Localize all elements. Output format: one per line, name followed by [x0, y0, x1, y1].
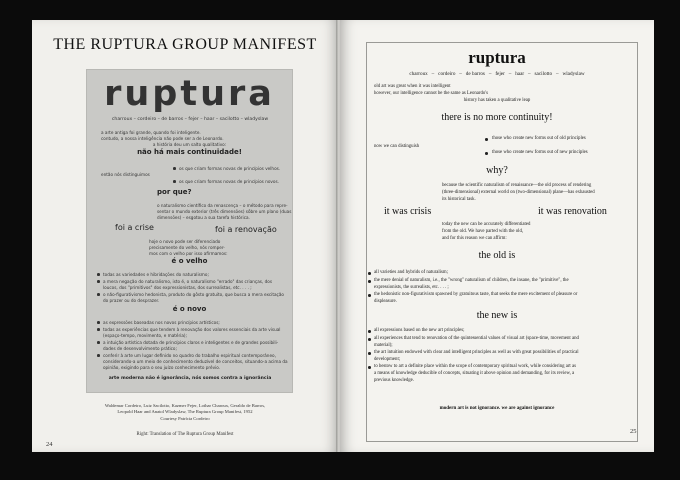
old-item: expressionists, the surrealists, etc. . . . ; [374, 285, 449, 290]
heading-why: why? [486, 165, 508, 176]
bullet-dot [368, 352, 371, 355]
old-item: the hedonistic non-figurativism spawned by gratuitous taste, that seeks the mere excitement of pleasure or [374, 292, 578, 297]
why-text-line: because the scientific naturalism of renaissance—the old process of rendering [442, 183, 592, 188]
poster-line: todas as variedades e hibridações do naturalismo; [103, 272, 209, 277]
why-text-line: (three-dimensional) external world on (two-dimensional) plane—has exhausted [442, 190, 595, 195]
poster-line: a mera negação do naturalismo, isto é, o naturalismo "errado" das crianças, dos [103, 279, 273, 284]
it-was-crisis: it was crisis [384, 206, 432, 217]
it-was-renovation: it was renovation [538, 206, 607, 217]
poster-line: o naturalismo científico da renascença – o método para repre- [157, 203, 288, 208]
poster-heading: ruptura [104, 74, 275, 114]
poster-heading-continuity: não há mais continuidade! [137, 148, 242, 156]
bullet-dot [368, 294, 371, 297]
translation-caption: Right: Translation of The Ruptura Group Manifest [136, 432, 234, 437]
old-item: the mere denial of naturalism, i.e., the "wrong" naturalism of children, the insane, the "primitive", the [374, 278, 569, 283]
distinguish-old: those who create new forms out of old principles [492, 136, 586, 141]
why-text-line: its historical task. [442, 197, 476, 202]
poster-line: todas as experiências que tendem à renovação dos valores essenciais da arte visual [103, 327, 281, 332]
poster-line: opinião, exigindo para o seu juízo conhecimento prévio. [103, 365, 221, 370]
new-item: all expressions based on the new art principles; [374, 328, 465, 333]
poster-line: precisamente do velho, nós romper- [149, 245, 225, 250]
caption-line: Waldemar Cordeiro, Luiz Sacilotto, Kazmer Fejer, Lothar Charoux, Geraldo de Barros, [104, 403, 266, 408]
poster-bullet [97, 341, 100, 344]
poster-line: os que criam formas novas de princípios novos. [179, 179, 279, 184]
poster-line: loucos, dos "primitivos" dos expressionistas, dos surrealistas, etc. . . . ; [103, 285, 252, 290]
poster-line: a história deu um salto qualitativo: [152, 142, 227, 147]
caption-line: Courtesy Patrícia Cordeiro [160, 415, 210, 421]
poster-crisis: foi a crise [115, 223, 154, 232]
poster-line: contudo, a nossa inteligência não pode ser a de Leonardo. [101, 136, 224, 141]
right-page-number: 25 [630, 428, 637, 435]
caption-line: Leopold Haar and Anatol Wladyslaw, The Ruptura Group Manifest, 1952 [117, 409, 253, 415]
right-page-footer: modern art is not ignorance. we are against ignorance [439, 406, 555, 411]
distinguish-label: now we can distinguish [374, 144, 420, 149]
poster-line: mos com o velho por isso afirmamos: [149, 251, 228, 256]
old-item: displeasure. [374, 299, 397, 304]
left-page-number: 24 [46, 441, 53, 448]
intro-line: old art was great when it was intelligent [374, 84, 451, 89]
poster-line: considerando-a um meio de conhecimento deduzível de conceitos, situando-a acima da [103, 359, 288, 364]
poster-line: os que criam formas novas de princípios velhos. [179, 166, 281, 171]
poster-line: a intuição artística dotada de princípios claros e inteligentes e de grandes possibili- [103, 340, 279, 345]
poster-line: as expressões baseadas nos novos princípios artísticos; [103, 320, 220, 325]
heading-no-continuity: there is no more continuity! [441, 112, 553, 123]
poster-caption [62, 403, 308, 422]
poster-heading-old: é o velho [171, 257, 208, 265]
poster-renovation: foi a renovação [215, 225, 277, 234]
new-item: previous knowledge. [374, 378, 414, 383]
poster-line: sentar o mundo exterior (três dimensões) sôbre um plano (duas [157, 209, 292, 214]
left-page-title: THE RUPTURA GROUP MANIFEST [53, 36, 317, 53]
today-text-line: from the old. We have parted with the old, [442, 229, 524, 234]
poster-bullet [97, 354, 100, 357]
poster-bullet [173, 167, 176, 170]
right-page-names: charroux – cordeiro – de barros – fejer – haar – sacilotto – wladyslaw [409, 71, 585, 77]
poster-heading-why: por que? [157, 188, 192, 196]
bullet-dot [485, 138, 488, 141]
poster-bullet [97, 273, 100, 276]
bullet-dot [368, 338, 371, 341]
bullet-dot [368, 330, 371, 333]
intro-line: however, our intelligence cannot be the same as Leonardo's [374, 91, 489, 96]
bullet-dot [485, 152, 488, 155]
poster-line: do prazer ou do desprazer. [103, 298, 160, 303]
poster-line: o não-figurativismo hedonista, produto do gôsto gratuito, que busca a mera excitação [103, 292, 284, 297]
old-item: all varieties and hybrids of naturalism; [374, 270, 448, 275]
poster-line: dades de desenvolvimento prático; [103, 346, 177, 351]
poster-names: charroux – cordeiro – de barros – fejer – haar – sacilotto – wladyslaw [111, 117, 269, 122]
poster-heading-new: é o novo [172, 305, 207, 313]
right-page-title: ruptura [468, 48, 526, 67]
poster-line: conferir à arte um lugar definido no quadro do trabalho espiritual contemporâneo, [103, 353, 276, 358]
new-item: material); [374, 343, 393, 348]
bullet-dot [368, 272, 371, 275]
new-item: development; [374, 357, 401, 362]
poster-line: então nós distinguimos [101, 172, 150, 177]
today-text-line: and for this reason we can affirm: [442, 236, 507, 241]
new-item: a means of knowledge deducible of concepts, situating it above opinion and demanding, for its review, a [374, 371, 575, 376]
poster-bullet [173, 180, 176, 183]
left-page [32, 20, 338, 452]
poster-bullet [97, 321, 100, 324]
poster-line: (espaço-tempo, movimento, e matéria); [103, 333, 187, 338]
intro-line: history has taken a qualitative leap [463, 98, 531, 103]
poster-footer: arte moderna não é ignorância, nós somos contra a ignorância [108, 376, 272, 381]
heading-new-is: the new is [476, 310, 518, 321]
bullet-dot [368, 280, 371, 283]
poster-line: hoje o novo pode ser diferenciado [149, 239, 221, 244]
today-text-line: today the new can be accurately differentiated [442, 222, 531, 227]
new-item: to bestow to art a definite place within the scope of contemporary spiritual work, while considering art as [374, 364, 576, 369]
bullet-dot [368, 366, 371, 369]
poster-bullet [97, 293, 100, 296]
right-page [340, 20, 654, 452]
poster-line: dimensões) – esgotou a sua tarefa histórica. [157, 215, 250, 220]
poster-bullet [97, 328, 100, 331]
new-item: all experiences that tend to renovation of the quintessential values of visual art (space-time, movement and [374, 336, 579, 341]
poster-bullet [97, 280, 100, 283]
new-item: the art intuition endowed with clear and intelligent principles as well as with great possibilities of practical [374, 350, 579, 355]
manifest-poster [87, 70, 292, 392]
heading-old-is: the old is [478, 250, 516, 261]
poster-line: a arte antiga foi grande, quando foi inteligente. [101, 130, 201, 135]
distinguish-new: those who create new forms out of new principles [492, 150, 588, 155]
